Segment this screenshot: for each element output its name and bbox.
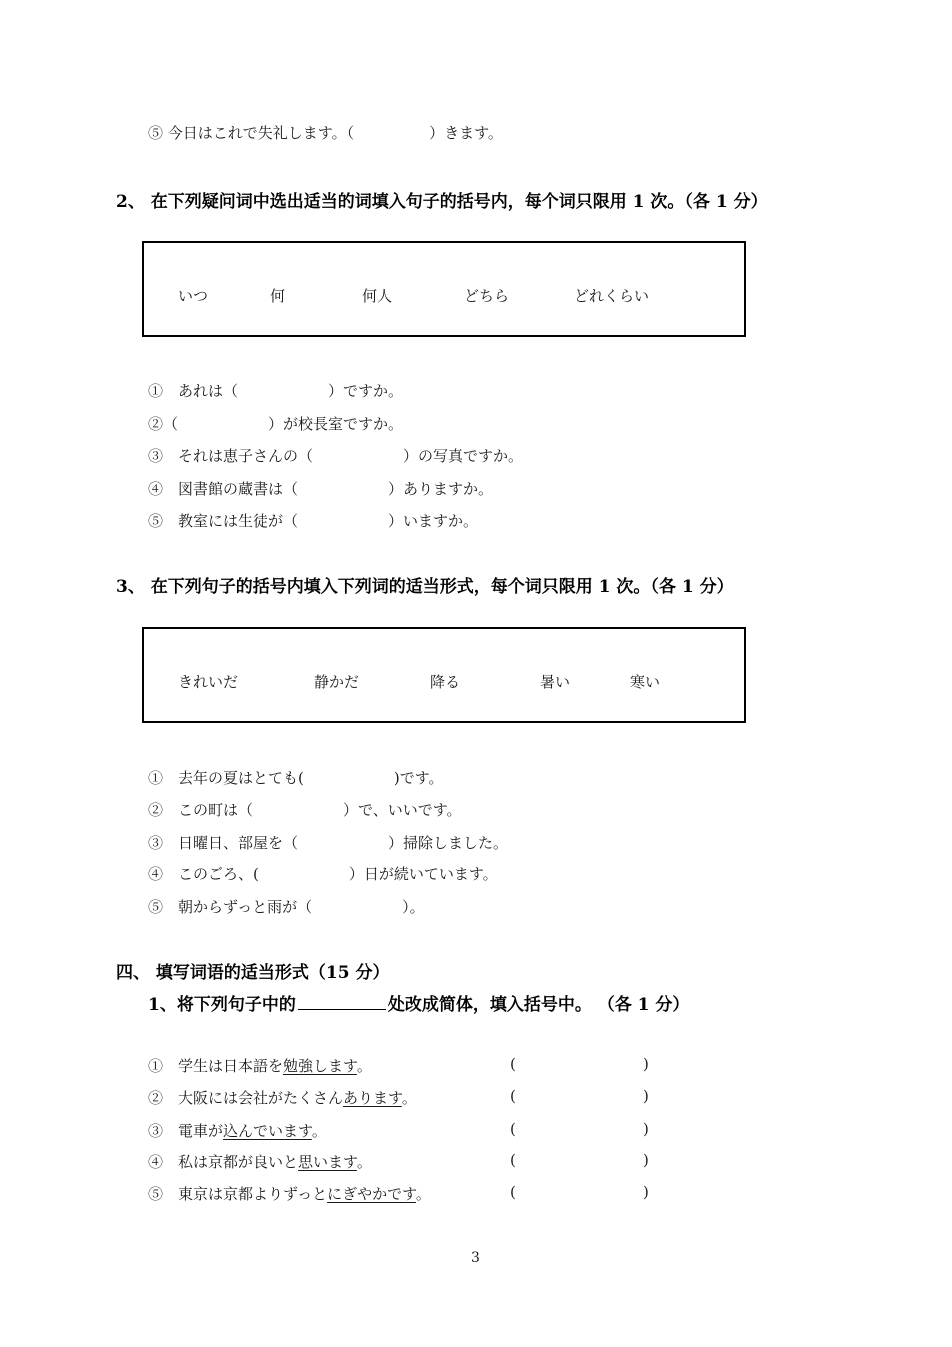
item-text: ① 学生は日本語を — [148, 1057, 284, 1075]
word-bank-item: どれくらい — [574, 287, 650, 305]
item-text: 。 — [356, 1153, 372, 1171]
word-bank-item: どちら — [464, 287, 510, 305]
question-item: ②（ ）が校長室ですか。 — [148, 415, 404, 433]
underlined-word: 思います — [298, 1153, 357, 1171]
question-item: ① あれは（ ）ですか。 — [148, 382, 404, 400]
section-4-subheading — [148, 990, 689, 1015]
question-item: ① 去年の夏はとても( )です。 — [148, 769, 444, 787]
underlined-word: 込んでいます — [223, 1122, 312, 1140]
item-text: 。 — [415, 1185, 431, 1203]
underlined-word: にぎやかです — [327, 1185, 416, 1203]
item-text: ④ 私は京都が良いと — [148, 1153, 299, 1171]
section-2-heading: 2、 在下列疑问词中选出适当的词填入句子的括号内，每个词只限用 1 次。（各 1 分） — [116, 192, 768, 212]
word-bank-box-2 — [142, 241, 746, 337]
question-item: ④ 図書館の蔵書は（ ）ありますか。 — [148, 480, 494, 498]
word-bank-item: 静かだ — [314, 673, 360, 691]
answer-paren-close: ) — [643, 1183, 649, 1201]
section-4-heading: 四、 填写词语的适当形式（15 分） — [116, 963, 390, 983]
page-number: 3 — [471, 1250, 480, 1266]
word-bank-item: きれいだ — [178, 673, 239, 691]
word-bank-item: 寒い — [630, 673, 661, 691]
question-item: ③ それは恵子さんの（ ）の写真ですか。 — [148, 447, 524, 465]
word-bank-item: 何 — [270, 287, 286, 305]
question-item: ⑤ 今日はこれで失礼します。（ ）きます。 — [148, 124, 503, 142]
subheading-text-post: 处改成简体，填入括号中。 （各 1 分） — [387, 995, 690, 1015]
item-text: ② 大阪には会社がたくさん — [148, 1089, 344, 1107]
question-item: ⑤ 教室には生徒が（ ）いますか。 — [148, 512, 479, 530]
question-item — [148, 1055, 372, 1076]
item-text: 。 — [311, 1122, 327, 1140]
word-bank-item: いつ — [178, 287, 209, 305]
question-item — [148, 1120, 327, 1141]
question-item — [148, 1151, 372, 1172]
underlined-word: あります — [343, 1089, 402, 1107]
answer-paren-close: ) — [643, 1120, 649, 1138]
item-text: 。 — [356, 1057, 372, 1075]
answer-paren-close: ) — [643, 1151, 649, 1169]
word-bank-item: 降る — [430, 673, 461, 691]
word-bank-box-3 — [142, 627, 746, 723]
item-text: 。 — [401, 1089, 417, 1107]
question-item — [148, 1183, 431, 1204]
underlined-word: 勉強します — [283, 1057, 357, 1075]
item-text: ③ 電車が — [148, 1122, 224, 1140]
subheading-text-pre: 1、将下列句子中的 — [148, 995, 296, 1015]
question-item: ④ このごろ、( ）日が続いています。 — [148, 865, 498, 883]
question-item — [148, 1087, 417, 1108]
section-3-heading: 3、 在下列句子的括号内填入下列词的适当形式，每个词只限用 1 次。（各 1 分） — [116, 577, 734, 597]
underline-blank — [298, 993, 386, 1010]
question-item: ③ 日曜日、部屋を（ ）掃除しました。 — [148, 834, 509, 852]
answer-paren-open: ( — [510, 1151, 516, 1169]
item-text: ⑤ 東京は京都よりずっと — [148, 1185, 328, 1203]
answer-paren-close: ) — [643, 1087, 649, 1105]
question-item: ⑤ 朝からずっと雨が（ ）。 — [148, 898, 425, 916]
answer-paren-open: ( — [510, 1183, 516, 1201]
word-bank-item: 暑い — [540, 673, 571, 691]
answer-paren-open: ( — [510, 1055, 516, 1073]
answer-paren-open: ( — [510, 1120, 516, 1138]
answer-paren-open: ( — [510, 1087, 516, 1105]
word-bank-item: 何人 — [362, 287, 393, 305]
question-item: ② この町は（ ）で、いいです。 — [148, 801, 462, 819]
answer-paren-close: ) — [643, 1055, 649, 1073]
